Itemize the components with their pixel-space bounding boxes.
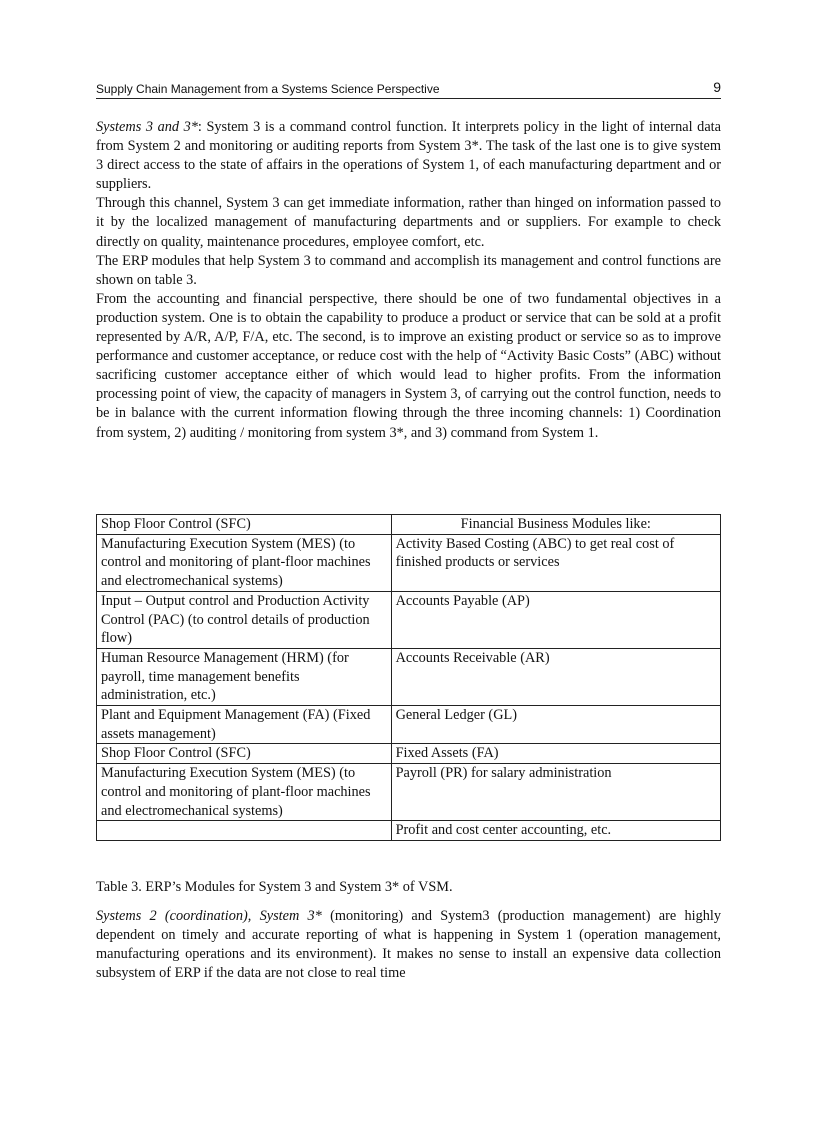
- body-text: [96, 118, 721, 443]
- table-cell: Shop Floor Control (SFC): [97, 515, 392, 535]
- page-number: 9: [713, 79, 721, 95]
- table-cell: Shop Floor Control (SFC): [97, 744, 392, 764]
- paragraph-text: : System 3 is a command control function. It interprets policy in the light of internal data from System 2 and monitoring or auditing reports from System 3*. The task of the last one is to give system 3 direct access to the state of affairs in the operations of System 1, of each manufacturing department and or suppliers.: [96, 119, 721, 193]
- table-row: [97, 591, 721, 648]
- table-caption: Table 3. ERP’s Modules for System 3 and System 3* of VSM.: [96, 879, 453, 895]
- table-cell: Activity Based Costing (ABC) to get real cost of finished products or services: [391, 534, 720, 591]
- table-cell: [97, 821, 392, 841]
- table-cell: Profit and cost center accounting, etc.: [391, 821, 720, 841]
- table-row: [97, 515, 721, 535]
- table-row: [97, 648, 721, 705]
- paragraph-lead: Systems 3 and 3*: [96, 119, 198, 135]
- table-row: [97, 821, 721, 841]
- erp-modules-table: [96, 514, 721, 841]
- table-cell: Accounts Payable (AP): [391, 591, 720, 648]
- table-cell: Financial Business Modules like:: [391, 515, 720, 535]
- paragraph-text: (monitoring) and System3 (production management) are highly dependent on timely and accurate reporting of what is happening in System 1 (operation management, manufacturing operations and its environment). It makes no sense to install an expensive data collection subsystem of ERP if the data are not close to real time: [96, 908, 721, 982]
- paragraph: [96, 194, 721, 251]
- table-row: [97, 534, 721, 591]
- running-header: [96, 80, 721, 99]
- table-cell: Payroll (PR) for salary administration: [391, 764, 720, 821]
- table-row: [97, 764, 721, 821]
- paragraph-text: From the accounting and financial perspective, there should be one of two fundamental objectives in a production system. One is to obtain the capability to produce a product or service that can be sold at a profit represented by A/R, A/P, F/A, etc. The second, is to improve an existing product or service so as to improve performance and customer acceptance, or reduce cost with the help of “Activity Basic Costs” (ABC) without sacrificing customer acceptance either of which would lead to higher profits. From the information processing point of view, the capacity of managers in System 3, of carrying out the control function, needs to be in balance with the current information flowing through the three incoming channels: 1) Coordination from system, 2) auditing / monitoring from system 3*, and 3) command from System 1.: [96, 290, 721, 441]
- table-cell: Fixed Assets (FA): [391, 744, 720, 764]
- table-cell: Accounts Receivable (AR): [391, 648, 720, 705]
- table-cell: Input – Output control and Production Activity Control (PAC) (to control details of production flow): [97, 591, 392, 648]
- table-row: [97, 706, 721, 744]
- table-cell: Human Resource Management (HRM) (for payroll, time management benefits administration, etc.): [97, 648, 392, 705]
- table-cell: Plant and Equipment Management (FA) (Fixed assets management): [97, 706, 392, 744]
- table-cell: Manufacturing Execution System (MES) (to control and monitoring of plant-floor machines and electromechanical systems): [97, 534, 392, 591]
- paragraph-text: Through this channel, System 3 can get immediate information, rather than hinged on information passed to it by the localized management of manufacturing departments and or suppliers. For example to check directly on quality, maintenance procedures, employee comfort, etc.: [96, 195, 721, 250]
- paragraph: [96, 252, 721, 290]
- closing-text: [96, 907, 721, 983]
- table-row: [97, 744, 721, 764]
- paragraph: [96, 907, 721, 983]
- paragraph: [96, 290, 721, 443]
- paragraph: [96, 118, 721, 194]
- paragraph-text: The ERP modules that help System 3 to command and accomplish its management and control functions are shown on table 3.: [96, 252, 721, 288]
- table-cell: General Ledger (GL): [391, 706, 720, 744]
- paragraph-lead: Systems 2 (coordination), System 3*: [96, 908, 322, 924]
- table-cell: Manufacturing Execution System (MES) (to control and monitoring of plant-floor machines and electromechanical systems): [97, 764, 392, 821]
- header-title: Supply Chain Management from a Systems Science Perspective: [96, 82, 440, 96]
